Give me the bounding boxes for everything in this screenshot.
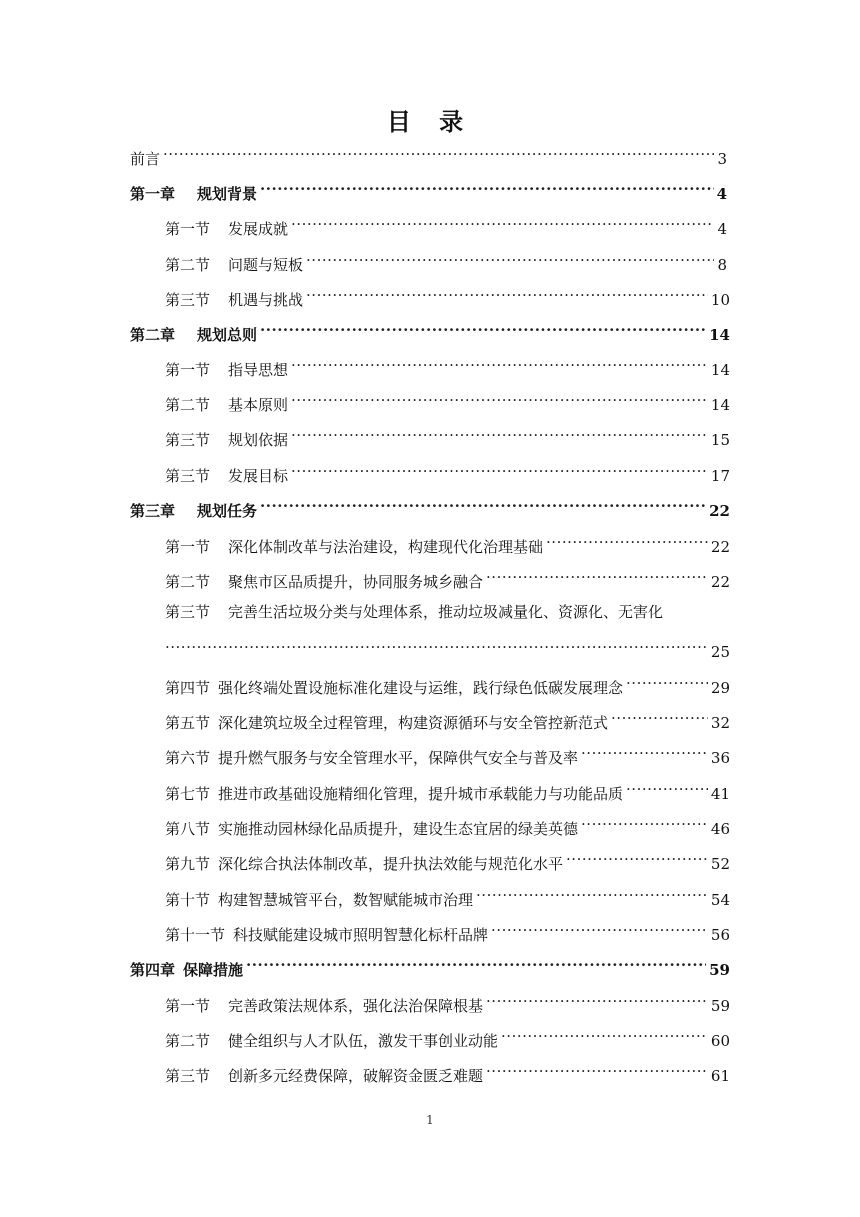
toc-entry-section[interactable] xyxy=(165,743,730,768)
toc-page-number: 46 xyxy=(710,820,730,838)
toc-section-number: 第二节 xyxy=(165,1032,211,1050)
page-number-footer: 1 xyxy=(426,1113,434,1127)
toc-entry-chapter-2[interactable] xyxy=(130,320,730,345)
toc-page-number: 36 xyxy=(710,749,730,767)
toc-section-number: 第三节 xyxy=(165,1067,211,1085)
toc-page-number: 22 xyxy=(709,502,730,520)
toc-chapter-number: 第三章 xyxy=(130,502,176,520)
toc-section-title: 发展目标 xyxy=(228,467,289,485)
toc-chapter-number: 第四章 xyxy=(130,961,176,979)
toc-page-number: 25 xyxy=(710,643,730,661)
toc-entry-label: 前言 xyxy=(130,150,161,168)
leader-dots xyxy=(291,425,708,445)
toc-page-number: 22 xyxy=(710,538,730,556)
toc-entry-chapter-1[interactable] xyxy=(130,179,727,204)
toc-section-number: 第二节 xyxy=(165,396,211,414)
toc-page-number: 15 xyxy=(710,431,730,449)
toc-entry-section[interactable] xyxy=(165,849,730,874)
toc-section-title: 提升燃气服务与安全管理水平，保障供气安全与普及率 xyxy=(218,749,579,767)
leader-dots xyxy=(306,250,714,270)
toc-entry-section[interactable] xyxy=(165,390,730,415)
toc-title: 目 录 xyxy=(386,107,474,136)
toc-section-title: 完善政策法规体系，强化法治保障根基 xyxy=(228,997,484,1015)
toc-section-number: 第四节 xyxy=(165,679,211,697)
toc-entry-chapter-3[interactable] xyxy=(130,496,730,521)
leader-dots xyxy=(581,814,708,834)
toc-page-number: 14 xyxy=(710,361,730,379)
toc-section-title: 深化体制改革与法治建设，构建现代化治理基础 xyxy=(228,538,544,556)
toc-page-number: 10 xyxy=(710,291,730,309)
leader-dots xyxy=(501,1026,708,1046)
toc-section-number: 第二节 xyxy=(165,256,211,274)
toc-entry-section[interactable] xyxy=(165,214,727,239)
leader-dots xyxy=(491,920,708,940)
toc-page-number: 52 xyxy=(710,855,730,873)
toc-entry-preface[interactable] xyxy=(130,144,727,169)
toc-chapter-number: 第一章 xyxy=(130,185,176,203)
leader-dots xyxy=(246,955,706,975)
toc-section-number: 第九节 xyxy=(165,855,211,873)
toc-entry-section[interactable] xyxy=(165,991,730,1016)
leader-dots xyxy=(291,390,708,410)
toc-section-number: 第三节 xyxy=(165,431,211,449)
toc-section-title: 规划依据 xyxy=(228,431,289,449)
toc-page-number: 59 xyxy=(710,997,730,1015)
toc-page-number: 29 xyxy=(710,679,730,697)
toc-page-number: 32 xyxy=(710,714,730,732)
toc-entry-section[interactable] xyxy=(165,673,730,698)
leader-dots xyxy=(486,567,708,587)
toc-section-number: 第一节 xyxy=(165,361,211,379)
leader-dots xyxy=(163,144,714,164)
toc-section-number: 第五节 xyxy=(165,714,211,732)
toc-entry-section[interactable] xyxy=(165,425,730,450)
toc-section-number: 第七节 xyxy=(165,785,211,803)
toc-page-number: 14 xyxy=(709,326,730,344)
toc-page-number: 41 xyxy=(710,785,730,803)
leader-dots xyxy=(626,673,708,693)
toc-page-number: 14 xyxy=(710,396,730,414)
toc-section-title: 实施推动园林绿化品质提升，建设生态宜居的绿美英德 xyxy=(218,820,579,838)
toc-section-number: 第一节 xyxy=(165,997,211,1015)
toc-section-title: 发展成就 xyxy=(228,220,289,238)
toc-section-title: 深化综合执法体制改革，提升执法效能与规范化水平 xyxy=(218,855,564,873)
toc-entry-section[interactable] xyxy=(165,461,730,486)
toc-section-title: 深化建筑垃圾全过程管理，构建资源循环与安全管控新范式 xyxy=(218,714,609,732)
toc-entry-section[interactable] xyxy=(165,250,727,275)
toc-entry-section[interactable] xyxy=(165,285,730,310)
toc-entry-section[interactable] xyxy=(165,567,730,592)
leader-dots xyxy=(291,461,708,481)
toc-page-number: 59 xyxy=(709,961,730,979)
toc-section-number: 第三节 xyxy=(165,467,211,485)
toc-entry-section[interactable] xyxy=(165,708,730,733)
toc-entry-chapter-4[interactable] xyxy=(130,955,730,980)
toc-page-number: 17 xyxy=(710,467,730,485)
toc-entry-section[interactable] xyxy=(165,355,730,380)
toc-section-number: 第二节 xyxy=(165,573,211,591)
leader-dots xyxy=(566,849,708,869)
leader-dots xyxy=(581,743,708,763)
toc-entry-section[interactable] xyxy=(165,814,730,839)
toc-page-number: 4 xyxy=(716,185,727,203)
toc-page-number: 56 xyxy=(710,926,730,944)
toc-page-number: 3 xyxy=(717,150,727,168)
toc-chapter-number: 第二章 xyxy=(130,326,176,344)
toc-page-number: 61 xyxy=(710,1067,730,1085)
toc-entry-section[interactable] xyxy=(165,920,730,945)
toc-entry-section-wrapped[interactable] xyxy=(165,602,663,622)
toc-section-number: 第十一节 xyxy=(165,926,226,944)
toc-section-title: 推进市政基础设施精细化管理，提升城市承载能力与功能品质 xyxy=(218,785,624,803)
toc-section-title: 构建智慧城管平台，数智赋能城市治理 xyxy=(218,891,474,909)
toc-section-number: 第三节 xyxy=(165,603,211,621)
toc-page-number: 8 xyxy=(717,256,727,274)
toc-chapter-title: 规划背景 xyxy=(197,185,258,203)
toc-section-title: 基本原则 xyxy=(228,396,289,414)
leader-dots xyxy=(291,214,714,234)
leader-dots xyxy=(626,779,708,799)
leader-dots xyxy=(486,991,708,1011)
toc-page-number: 22 xyxy=(710,573,730,591)
leader-dots xyxy=(260,320,706,340)
toc-entry-section[interactable] xyxy=(165,532,730,557)
toc-chapter-title: 规划总则 xyxy=(197,326,258,344)
toc-entry-continuation[interactable] xyxy=(165,637,730,662)
toc-chapter-title: 保障措施 xyxy=(183,961,244,979)
leader-dots xyxy=(260,496,706,516)
toc-section-title: 完善生活垃圾分类与处理体系，推动垃圾减量化、资源化、无害化 xyxy=(228,603,664,621)
toc-section-number: 第三节 xyxy=(165,291,211,309)
leader-dots xyxy=(260,179,714,199)
toc-section-title: 指导思想 xyxy=(228,361,289,379)
toc-section-number: 第一节 xyxy=(165,538,211,556)
toc-section-number: 第六节 xyxy=(165,749,211,767)
leader-dots xyxy=(611,708,708,728)
toc-section-title: 机遇与挑战 xyxy=(228,291,304,309)
toc-section-number: 第八节 xyxy=(165,820,211,838)
toc-page-number: 4 xyxy=(717,220,727,238)
leader-dots xyxy=(486,1061,708,1081)
leader-dots xyxy=(546,532,708,552)
toc-section-number: 第十节 xyxy=(165,891,211,909)
toc-section-number: 第一节 xyxy=(165,220,211,238)
leader-dots xyxy=(291,355,708,375)
toc-page-number: 60 xyxy=(710,1032,730,1050)
toc-chapter-title: 规划任务 xyxy=(197,502,258,520)
toc-section-title: 科技赋能建设城市照明智慧化标杆品牌 xyxy=(233,926,489,944)
leader-dots xyxy=(165,637,708,657)
leader-dots xyxy=(476,885,708,905)
toc-entry-section[interactable] xyxy=(165,779,730,804)
toc-section-title: 创新多元经费保障，破解资金匮乏难题 xyxy=(228,1067,484,1085)
leader-dots xyxy=(306,285,708,305)
toc-section-title: 健全组织与人才队伍，激发干事创业动能 xyxy=(228,1032,499,1050)
toc-section-title: 问题与短板 xyxy=(228,256,304,274)
toc-page-number: 54 xyxy=(710,891,730,909)
toc-section-title: 强化终端处置设施标准化建设与运维，践行绿色低碳发展理念 xyxy=(218,679,624,697)
toc-entry-section[interactable] xyxy=(165,1026,730,1051)
toc-entry-section[interactable] xyxy=(165,885,730,910)
toc-entry-section[interactable] xyxy=(165,1061,730,1086)
toc-section-title: 聚焦市区品质提升，协同服务城乡融合 xyxy=(228,573,484,591)
